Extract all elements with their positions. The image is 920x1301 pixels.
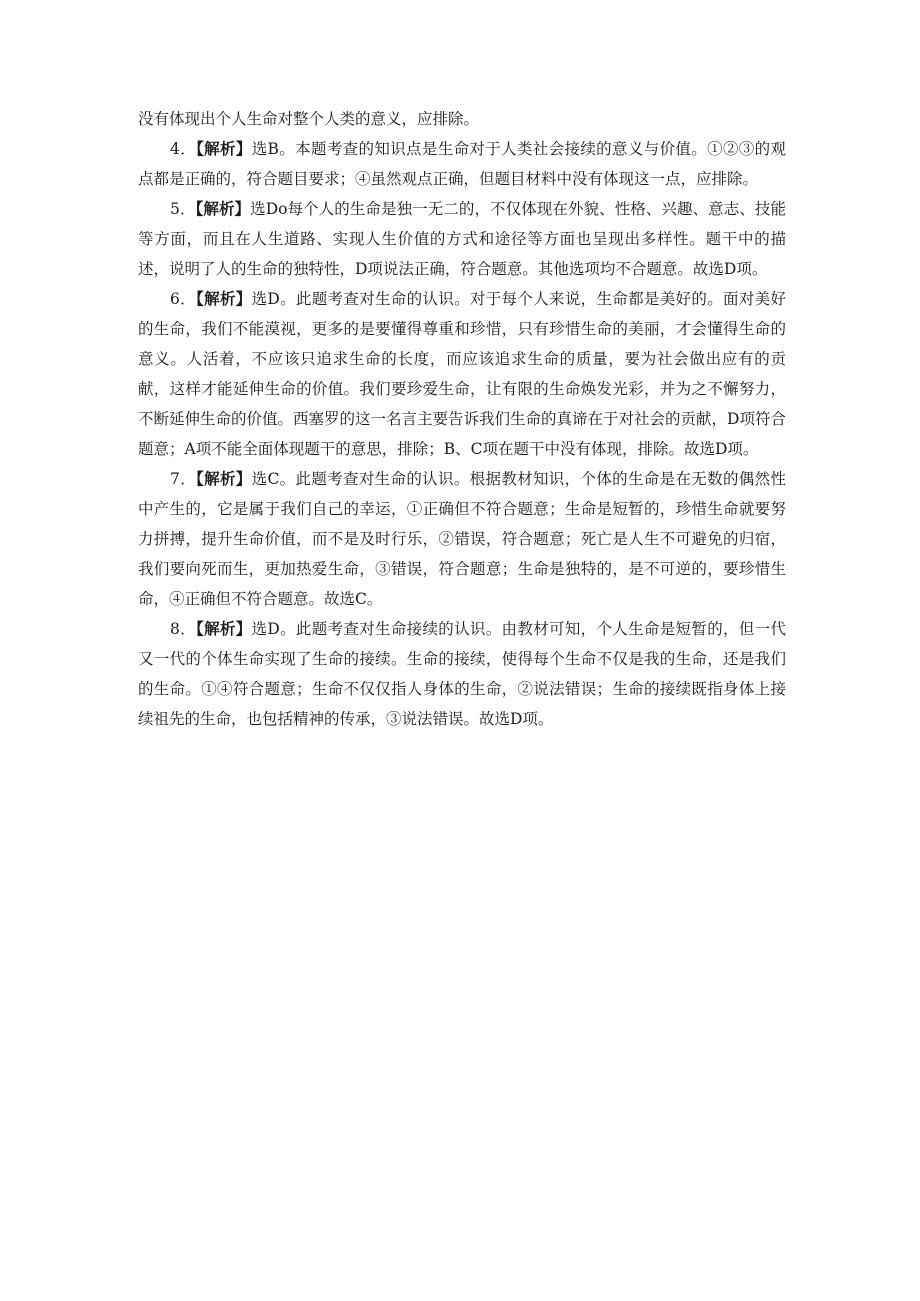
answer-item-8 — [138, 614, 786, 734]
paragraph-text: 没有体现出个人生命对整个人类的意义，应排除。 — [138, 110, 480, 128]
item-number: 4． — [170, 140, 197, 158]
analysis-tag: 【解析】 — [195, 199, 251, 218]
item-number: 7． — [170, 470, 197, 488]
answer-item-4 — [138, 134, 786, 194]
paragraph-continuation — [138, 104, 786, 134]
answer-item-7 — [138, 464, 786, 614]
analysis-tag: 【解析】 — [196, 289, 252, 308]
answer-item-5 — [138, 194, 786, 284]
analysis-tag: 【解析】 — [196, 619, 252, 638]
item-number: 8． — [170, 620, 196, 638]
paragraph-text: 选D。此题考查对生命的认识。对于每个人来说，生命都是美好的。面对美好的生命，我们不能漠视，更多的是要懂得尊重和珍惜，只有珍惜生命的美丽，才会懂得生命的意义。人活着，不应该只追求生命的长度，而应该追求生命的质量，要为社会做出应有的贡献，这样才能延伸生命的价值。我们要珍爱生命，让有限的生命焕发光彩，并为之不懈努力，不断延伸生命的价值。西塞罗的这一名言主要告诉我们生命的真谛在于对社会的贡献，D项符合题意；A项不能全面体现题干的意思，排除；B、C项在题干中没有体现，排除。故选D项。 — [138, 290, 786, 458]
paragraph-text: 选B。本题考查的知识点是生命对于人类社会接续的意义与价值。①②③的观点都是正确的，符合题目要求；④虽然观点正确，但题目材料中没有体现这一点，应排除。 — [138, 140, 786, 188]
paragraph-text: 选D。此题考查对生命接续的认识。由教材可知，个人生命是短暂的，但一代又一代的个体生命实现了生命的接续。生命的接续，使得每个生命不仅是我的生命，还是我们的生命。①④符合题意；生命不仅仅指人身体的生命，②说法错误；生命的接续既指身体上接续祖先的生命，也包括精神的传承，③说法错误。故选D项。 — [138, 620, 786, 728]
paragraph-text: 选C。此题考查对生命的认识。根据教材知识，个体的生命是在无数的偶然性中产生的，它是属于我们自己的幸运，①正确但不符合题意；生命是短暂的，珍惜生命就要努力拼搏，提升生命价值，而不是及时行乐，②错误，符合题意；死亡是人生不可避免的归宿，我们要向死而生，更加热爱生命，③错误，符合题意；生命是独特的，是不可逆的，要珍惜生命，④正确但不符合题意。故选C。 — [138, 470, 786, 608]
paragraph-text: 选Do每个人的生命是独一无二的，不仅体现在外貌、性格、兴趣、意志、技能等方面，而且在人生道路、实现人生价值的方式和途径等方面也呈现出多样性。题干中的描述，说明了人的生命的独特性，D项说法正确，符合题意。其他选项均不合题意。故选D项。 — [138, 200, 786, 278]
document-page — [138, 104, 786, 734]
item-number: 5． — [170, 200, 196, 218]
analysis-tag: 【解析】 — [196, 469, 252, 488]
item-number: 6． — [170, 290, 196, 308]
analysis-tag: 【解析】 — [196, 139, 252, 158]
answer-item-6 — [138, 284, 786, 464]
